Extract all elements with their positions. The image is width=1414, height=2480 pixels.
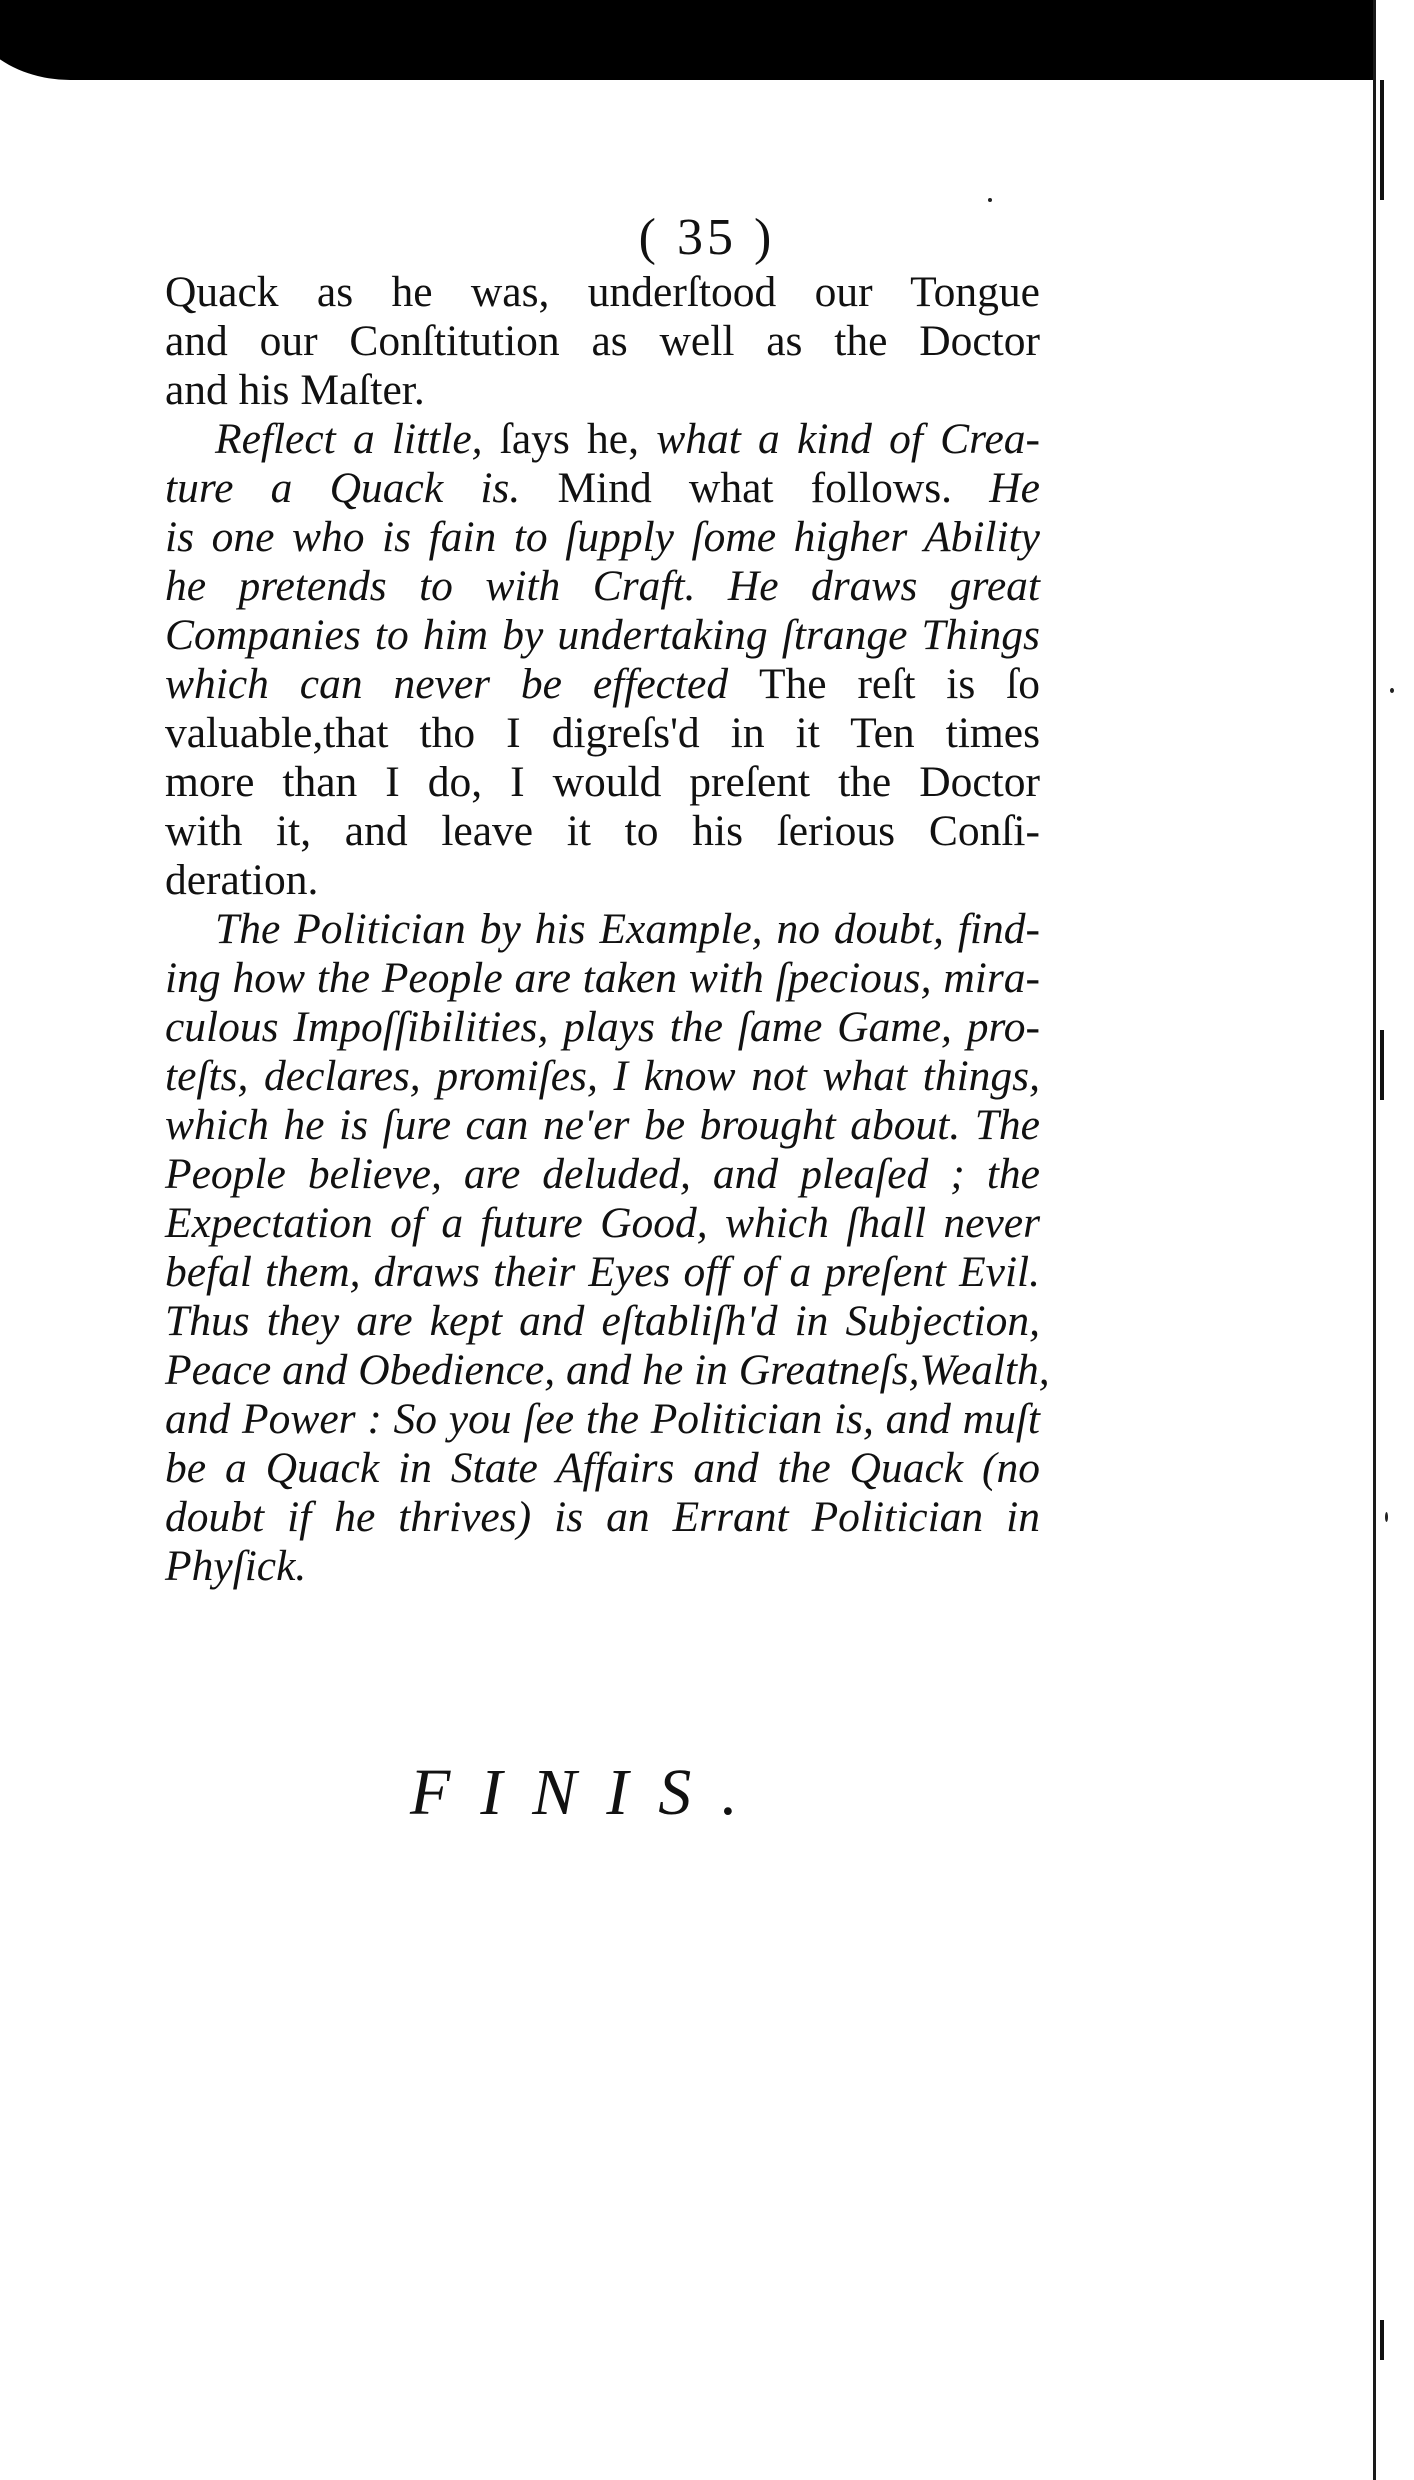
text-line — [165, 1199, 1040, 1248]
speck — [1390, 688, 1394, 693]
italic-text: which can never be effected — [165, 660, 759, 708]
roman-text: The reſt is ſo — [758, 660, 1040, 708]
roman-text: with it, and leave it to his ſerious Conſi- — [165, 807, 1040, 855]
edge-mark — [1380, 2320, 1384, 2360]
text-line — [165, 1297, 1040, 1346]
text-line — [165, 268, 1040, 317]
italic-text: People believe, are deluded, and pleaſed ; the — [165, 1150, 1040, 1198]
roman-text: more than I do, I would preſent the Doctor — [165, 758, 1040, 806]
text-line — [165, 954, 1040, 1003]
text-line — [165, 611, 1040, 660]
text-line — [165, 1346, 1050, 1395]
text-line — [165, 317, 1040, 366]
edge-mark — [1380, 80, 1384, 200]
italic-text: teſts, declares, promiſes, I know not what things, — [165, 1052, 1040, 1100]
page-right-edge — [1373, 0, 1414, 2480]
italic-text: The Politician by his Example, no doubt, find- — [215, 905, 1040, 953]
text-line — [165, 660, 1040, 709]
roman-text: valuable,that tho I digreſs'd in it Ten times — [165, 709, 1040, 757]
text-line — [165, 1542, 1040, 1591]
roman-text: deration. — [165, 856, 319, 904]
speck — [988, 198, 992, 202]
text-line — [165, 807, 1040, 856]
text-line — [165, 1101, 1040, 1150]
italic-text: Companies to him by undertaking ſtrange Things — [165, 611, 1040, 659]
roman-text: Mind what follows. — [557, 464, 990, 512]
italic-text: Thus they are kept and eſtabliſh'd in Subjection, — [165, 1297, 1040, 1345]
body-text — [165, 268, 1050, 1591]
text-line — [165, 905, 1040, 954]
roman-text: Quack as he was, underſtood our Tongue — [165, 268, 1040, 316]
page-number: ( 35 ) — [638, 209, 776, 266]
italic-text: what a kind of Crea- — [656, 415, 1040, 463]
text-line — [165, 709, 1040, 758]
text-line — [165, 1150, 1040, 1199]
text-line — [165, 464, 1040, 513]
roman-text: and our Conſtitution as well as the Doctor — [165, 317, 1040, 365]
scan-corner-shadow — [0, 0, 1414, 80]
italic-text: He — [989, 464, 1040, 512]
finis-heading: FINIS. — [410, 1756, 768, 1829]
text-line — [165, 366, 1040, 415]
text-line — [165, 1248, 1040, 1297]
text-line — [165, 513, 1040, 562]
text-line — [165, 562, 1040, 611]
italic-text: and Power : So you ſee the Politician is, and muſt — [165, 1395, 1040, 1443]
text-line — [165, 1493, 1040, 1542]
italic-text: ing how the People are taken with ſpecious, mira- — [165, 954, 1040, 1002]
roman-text: ſays he, — [499, 415, 657, 463]
italic-text: culous Impoſſibilities, plays the ſame Game, pro- — [165, 1003, 1040, 1051]
italic-text: Peace and Obedience, and he in Greatneſs,Wealth, — [165, 1346, 1050, 1394]
roman-text: and his Maſter. — [165, 366, 425, 414]
italic-text: Expectation of a future Good, which ſhall never — [165, 1199, 1040, 1247]
text-line — [165, 1003, 1040, 1052]
edge-mark — [1380, 1030, 1384, 1100]
italic-text: doubt if he thrives) is an Errant Politician in — [165, 1493, 1040, 1541]
italic-text: befal them, draws their Eyes off of a preſent Evil. — [165, 1248, 1040, 1296]
italic-text: which he is ſure can ne'er be brought about. The — [165, 1101, 1040, 1149]
text-line — [165, 856, 1040, 905]
italic-text: is one who is fain to ſupply ſome higher Ability — [165, 513, 1040, 561]
speck — [1385, 1512, 1388, 1522]
text-line — [165, 1395, 1040, 1444]
italic-text: ture a Quack is. — [165, 464, 558, 512]
text-line — [165, 758, 1040, 807]
text-line — [165, 1444, 1040, 1493]
italic-text: be a Quack in State Affairs and the Quack (no — [165, 1444, 1040, 1492]
text-line — [165, 1052, 1040, 1101]
italic-text: Phyſick. — [165, 1542, 307, 1590]
italic-text: he pretends to with Craft. He draws great — [165, 562, 1040, 610]
text-line — [165, 415, 1040, 464]
italic-text: Reflect a little, — [215, 415, 500, 463]
